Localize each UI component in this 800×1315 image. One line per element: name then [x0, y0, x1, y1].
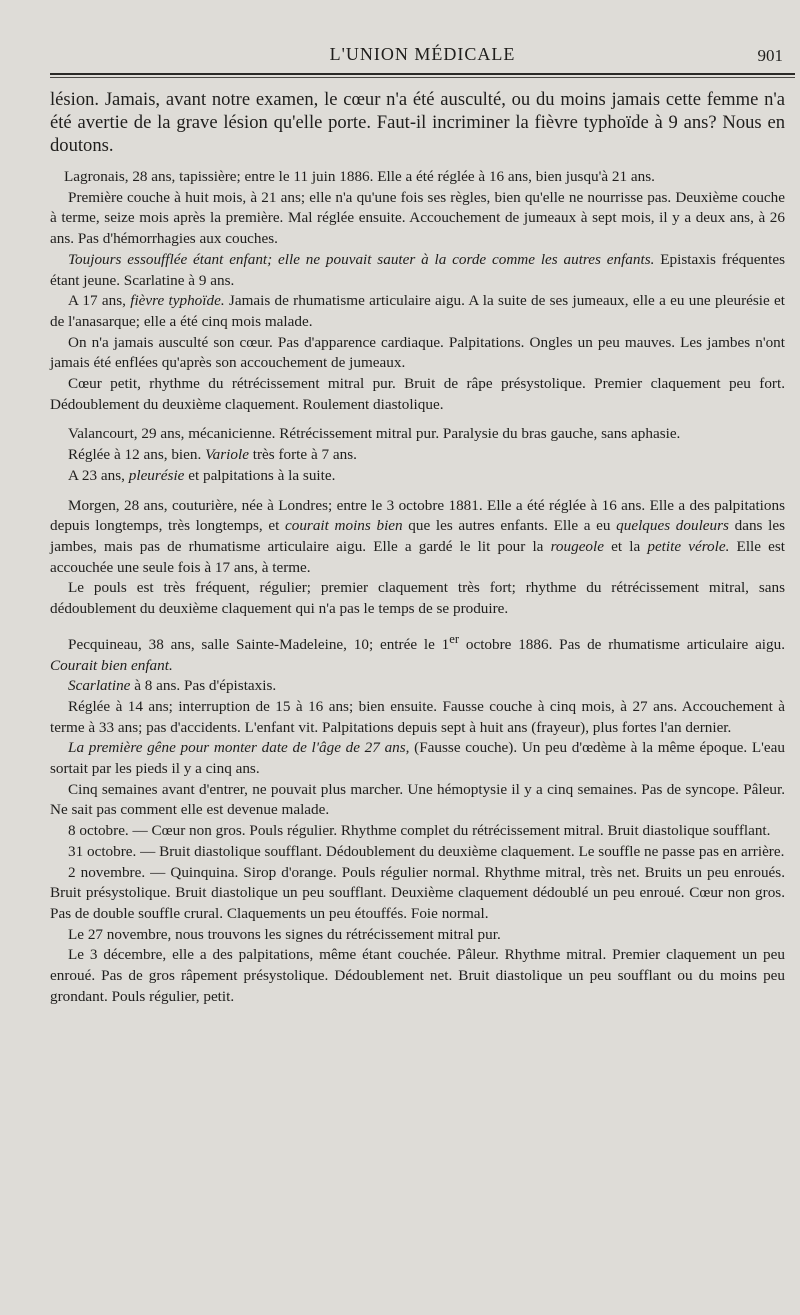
paragraph: Réglée à 14 ans; interruption de 15 à 16 ans; bien ensuite. Fausse couche à cinq mois, à 27 ans. Accouchement à terme à 33 ans; pas d'accidents. L'enfant vit. Palpitations depuis sept à huit ans (frayeur), plus fortes l'an dernier. — [50, 697, 785, 736]
paragraph: Cinq semaines avant d'entrer, ne pouvait plus marcher. Une hémoptysie il y a cinq semaines. Pas de syncope. Pâleur. Ne sait pas comment elle est devenue malade. — [50, 780, 785, 819]
text-run: et la — [604, 537, 648, 555]
paragraph: Le pouls est très fréquent, régulier; premier claquement très fort; rhythme du rétrécissement mitral, sans dédoublement du deuxième claquement qui n'a pas le temps de se produire. — [50, 579, 785, 618]
italic-text: pleurésie — [128, 466, 185, 484]
text-run: Réglée à 12 ans, bien. — [68, 446, 206, 464]
text-run: que les autres enfants. Elle a eu — [402, 517, 617, 535]
text-run: Elle est accouchée une seule fois à 17 ans, à terme. — [50, 537, 786, 576]
paragraph: Cœur petit, rhythme du rétrécissement mitral pur. Bruit de râpe présystolique. Premier claquement peu fort. Dédoublement du deuxième claquement. Roulement diastolique. — [50, 375, 785, 413]
paragraph: Le 27 novembre, nous trouvons les signes du rétrécissement mitral pur. — [68, 925, 501, 943]
text-run: Pecquineau, 38 ans, salle Sainte-Madeleine, 10; entrée le 1 — [68, 635, 450, 653]
text-run: à 8 ans. Pas d'épistaxis. — [130, 677, 277, 695]
paragraph — [50, 738, 785, 779]
paragraph: Lagronais, 28 ans, tapissière; entre le 11 juin 1886. Elle a été réglée à 16 ans, bien jusqu'à 21 ans. — [64, 168, 655, 185]
italic-text: quelques douleurs — [616, 517, 729, 535]
case-lagronais — [50, 167, 785, 415]
text-run: (Fausse couche). Un peu d'œdème à la même époque. L'eau sortait par les pieds il y a cinq ans. — [50, 739, 785, 778]
text-run: dans les jambes, mais pas de rhumatisme articulaire aigu. Elle a gardé le lit pour la — [50, 517, 785, 555]
case-pecquineau — [50, 629, 785, 1008]
paragraph — [50, 676, 785, 697]
lead-paragraph: lésion. Jamais, avant notre examen, le cœur n'a été ausculté, ou du moins jamais cette femme n'a été avertie de la grave lésion qu'elle porte. Faut-il incriminer la fièvre typhoïde à 9 ans? Nous en doutons. — [50, 89, 785, 156]
case-morgen — [50, 496, 785, 620]
italic-text: Toujours essoufflée étant enfant; elle ne pouvait sauter à la corde comme les autres enfants. — [68, 250, 655, 268]
italic-text: rougeole — [550, 537, 604, 555]
text-run: octobre 1886. Pas de rhumatisme articulaire aigu. — [459, 635, 786, 653]
superscript: er — [449, 631, 460, 646]
italic-text: fièvre typhoïde. — [130, 292, 225, 310]
italic-text: Courait bien enfant. — [50, 656, 173, 674]
italic-text: Variole — [205, 446, 249, 464]
paragraph: 31 octobre. — Bruit diastolique soufflant. Dédoublement du deuxième claquement. Le souffle ne passe pas en arrière. — [68, 842, 785, 860]
paragraph — [50, 466, 785, 487]
paragraph: On n'a jamais ausculté son cœur. Pas d'apparence cardiaque. Palpitations. Ongles un peu mauves. Les jambes n'ont jamais été enflées qu'après son accouchement de jumeaux. — [50, 333, 785, 372]
paragraph: 2 novembre. — Quinquina. Sirop d'orange. Pouls régulier normal. Rhythme mitral, très net. Bruits un peu enroués. Bruit présystolique. Bruit diastolique un peu soufflant. Deuxième claquement dédoublé un peu enroué. Cœur non gros. Pas de double souffle crural. Claquements un peu étouffés. Foie normal. — [50, 863, 785, 922]
paragraph — [50, 291, 785, 332]
paragraph — [50, 445, 785, 466]
italic-text: courait moins bien — [285, 517, 403, 535]
header-rule-thin — [50, 77, 795, 78]
running-title: L'UNION MÉDICALE — [329, 44, 516, 64]
case-valancourt — [50, 424, 785, 486]
page-number: 901 — [757, 46, 783, 65]
paragraph — [50, 250, 785, 291]
text-run: très forte à 7 ans. — [248, 446, 357, 464]
text-run: et palpitations à la suite. — [184, 466, 336, 484]
paragraph: Première couche à huit mois, à 21 ans; elle n'a qu'une fois ses règles, bien qu'elle ne nourrisse pas. Deuxième couche à terme, seize mois après la première. Mal réglée ensuite. Accouchement de jumeaux à sept mois, il y a deux ans, à 26 ans. Pas d'hémorrhagies aux couches. — [50, 188, 785, 248]
text-run: A 17 ans, — [68, 292, 131, 310]
header-rule — [50, 73, 795, 75]
italic-text: La première gêne pour monter date de l'âge de 27 ans, — [68, 739, 410, 757]
italic-text: Scarlatine — [68, 677, 131, 695]
italic-text: petite vérole. — [647, 537, 730, 555]
paragraph: Valancourt, 29 ans, mécanicienne. Rétrécissement mitral pur. Paralysie du bras gauche, sans aphasie. — [68, 425, 681, 443]
page-header — [50, 40, 795, 80]
paragraph: Le 3 décembre, elle a des palpitations, même étant couchée. Pâleur. Rhythme mitral. Premier claquement un peu enroué. Pas de gros râpement présystolique. Dédoublement net. Bruit diastolique un peu soufflant ou du moins peu grondant. Pouls régulier, petit. — [50, 946, 785, 1005]
text-run: Morgen, 28 ans, couturière, née à Londres; entre le 3 octobre 1881. Elle a été réglée à 16 ans. Elle a des palpitations depuis longtemps, très longtemps, et — [50, 496, 785, 535]
paragraph — [50, 629, 785, 676]
article-body — [50, 88, 785, 1007]
paragraph — [50, 496, 785, 579]
text-run: Epistaxis fréquentes étant jeune. Scarlatine à 9 ans. — [50, 250, 786, 289]
paragraph: 8 octobre. — Cœur non gros. Pouls régulier. Rhythme complet du rétrécissement mitral. Bruit diastolique soufflant. — [68, 822, 771, 840]
text-run: A 23 ans, — [68, 466, 129, 484]
text-run: Jamais de rhumatisme articulaire aigu. A la suite de ses jumeaux, elle a eu une pleurésie et de l'anasarque; elle a été cinq mois malade. — [50, 292, 786, 330]
